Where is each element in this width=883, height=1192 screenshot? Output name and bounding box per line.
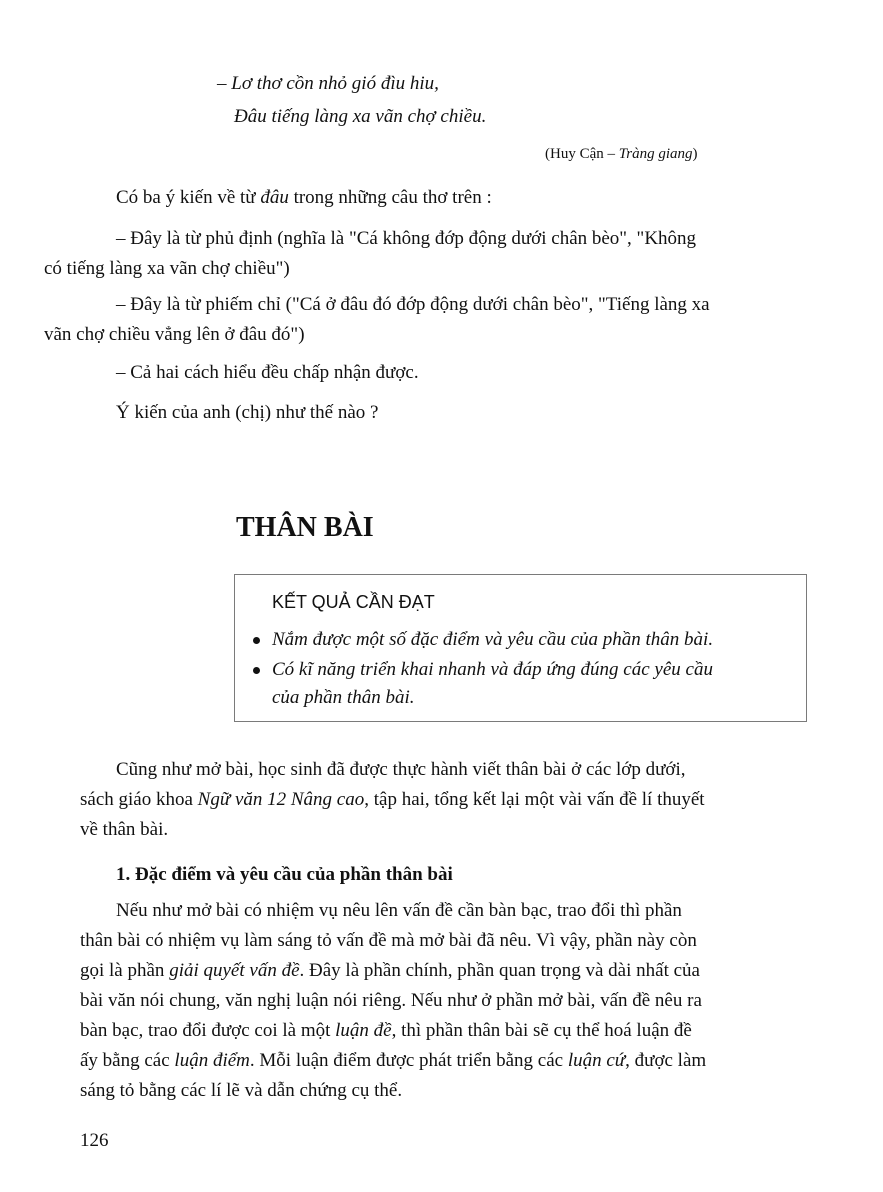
citation-title: Tràng giang [618,146,693,162]
intro-paragraph [80,755,809,845]
body-line-7: sáng tỏ bằng các lí lẽ và dẫn chứng cụ thể. [80,1080,403,1101]
term-giai-quyet-van-de: giải quyết vấn đề [169,960,300,981]
intro-line-2-post: , tập hai, tổng kết lại một vài vấn đề lí thuyết [364,789,705,810]
opinion-2-line-2: vãn chợ chiều vẳng lên ở đâu đó") [44,324,305,345]
body-line-6-post: , được làm [625,1050,707,1071]
page-number: 126 [80,1130,109,1151]
subsection-paragraph [80,896,809,1106]
body-line-6 [80,1046,809,1076]
opinion-2 [44,290,809,350]
intro-book-title: Ngữ văn 12 Nâng cao [197,789,365,810]
bullet-icon [253,637,260,644]
body-line-6-mid: . Mỗi luận điểm được phát triển bằng các [249,1050,568,1071]
term-luan-diem: luận điểm [174,1050,250,1071]
body-line-5-pre: bàn bạc, trao đổi được coi là một [80,1020,336,1041]
subsection-title: 1. Đặc điểm và yêu cầu của phần thân bài [116,864,453,885]
intro-line-2-pre: sách giáo khoa [80,789,198,810]
opinion-1-line-2: có tiếng làng xa vãn chợ chiều") [44,258,290,279]
body-line-1: Nếu như mở bài có nhiệm vụ nêu lên vấn đề cần bàn bạc, trao đổi thì phần [116,900,682,921]
outcomes-title: KẾT QUẢ CẦN ĐẠT [272,592,435,612]
question-intro [80,183,809,213]
body-line-3 [80,956,809,986]
intro-line-2 [80,785,809,815]
outcome-item-1 [250,626,800,654]
term-luan-de: luận đề [335,1020,392,1041]
body-line-3-post: . Đây là phần chính, phần quan trọng và dài nhất của [299,960,700,981]
intro-line-3: về thân bài. [80,819,169,840]
body-line-5-post: , thì phần thân bài sẽ cụ thể hoá luận đề [391,1020,692,1041]
question-intro-word: đâu [260,187,289,208]
body-line-3-pre: gọi là phần [80,960,170,981]
opinion-1-line-1: – Đây là từ phủ định (nghĩa là "Cá không đớp động dưới chân bèo", "Không [116,228,697,249]
body-line-6-pre: ấy bằng các [80,1050,175,1071]
citation-author: (Huy Cận – [545,146,619,162]
question-intro-post: trong những câu thơ trên : [288,187,492,208]
opinion-1 [44,224,809,284]
bullet-icon [253,667,260,674]
body-line-4: bài văn nói chung, văn nghị luận nói riêng. Nếu như ở phần mở bài, vấn đề nêu ra [80,990,702,1011]
term-luan-cu: luận cứ [567,1050,626,1071]
outcome-item-2-line-2: của phần thân bài. [272,687,415,708]
question-ask: Ý kiến của anh (chị) như thế nào ? [116,402,379,423]
opinion-3: – Cả hai cách hiểu đều chấp nhận được. [116,362,419,383]
citation-close: ) [692,146,698,162]
outcome-item-1-text: Nắm được một số đặc điểm và yêu cầu của phần thân bài. [272,629,714,650]
poem-line-2: Đâu tiếng làng xa vãn chợ chiều. [234,106,487,127]
body-line-5 [80,1016,809,1046]
body-line-2: thân bài có nhiệm vụ làm sáng tỏ vấn đề mà mở bài đã nêu. Vì vậy, phần này còn [80,930,697,951]
question-intro-pre: Có ba ý kiến về từ [116,187,261,208]
outcome-item-2-line-1: Có kĩ năng triển khai nhanh và đáp ứng đúng các yêu cầu [272,659,713,680]
outcome-item-2 [250,656,800,712]
poem-line-1: – Lơ thơ cồn nhỏ gió đìu hiu, [217,73,439,94]
poem-citation [545,144,698,164]
intro-line-1: Cũng như mở bài, học sinh đã được thực hành viết thân bài ở các lớp dưới, [116,759,686,780]
opinion-2-line-1: – Đây là từ phiếm chỉ ("Cá ở đâu đó đớp động dưới chân bèo", "Tiếng làng xa [116,294,710,315]
section-heading: THÂN BÀI [236,512,374,543]
